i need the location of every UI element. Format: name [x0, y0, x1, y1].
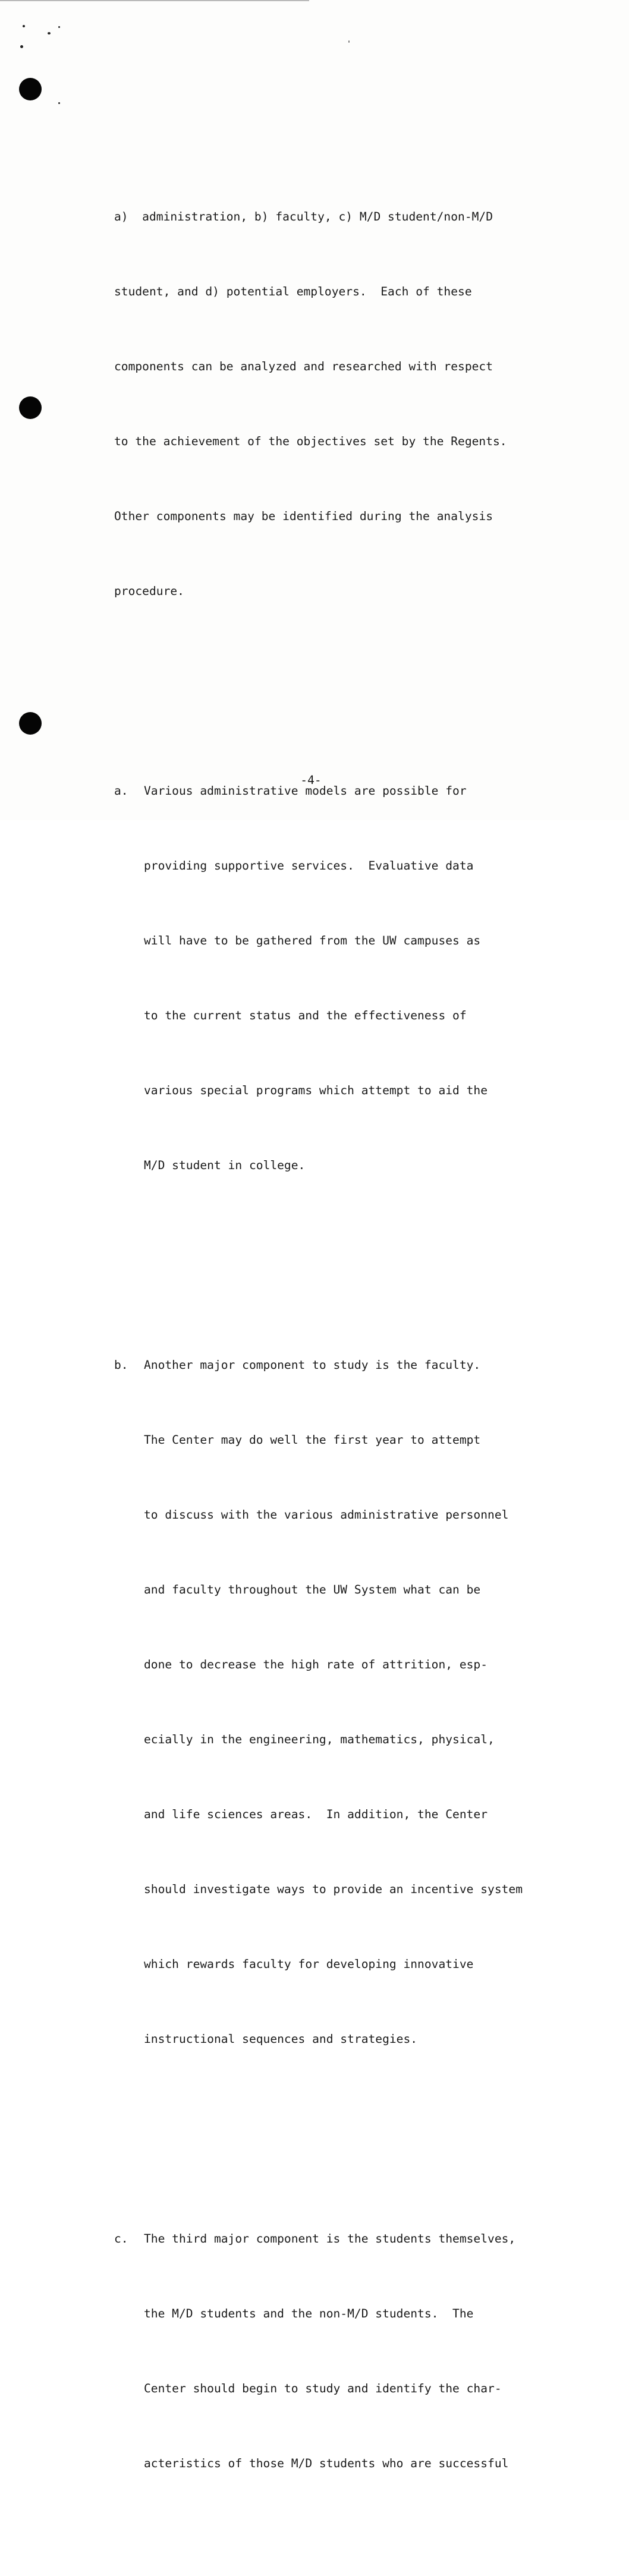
item-line: The third major component is the students themselves,	[144, 2232, 516, 2246]
item-line: Center should begin to study and identify the char-	[144, 2382, 502, 2395]
item-line: to discuss with the various administrative personnel	[144, 1508, 509, 1522]
intro-line: to the achievement of the objectives set by the Regents.	[114, 434, 507, 448]
item-line: the M/D students and the non-M/D students. The	[144, 2307, 474, 2320]
item-line: instructional sequences and strategies.	[144, 2032, 418, 2046]
item-marker: c.	[114, 2232, 128, 2246]
intro-line: student, and d) potential employers. Each of these	[114, 285, 472, 298]
item-line: which rewards faculty for developing innovative	[144, 1957, 474, 1971]
item-line: Various administrative models are possible for	[144, 784, 467, 798]
item-line: Another major component to study is the faculty.	[144, 1358, 481, 1372]
item-line: done to decrease the high rate of attrition, esp-	[144, 1658, 488, 1671]
item-line: to the current status and the effectiveness of	[144, 1009, 467, 1022]
item-line: will have to be gathered from the UW campuses as	[144, 934, 481, 947]
intro-line: procedure.	[114, 584, 184, 598]
item-marker: b.	[114, 1358, 128, 1372]
body-text	[114, 105, 566, 2576]
item-marker: a.	[114, 784, 128, 798]
item-line: ecially in the engineering, mathematics, physical,	[144, 1733, 495, 1746]
item-line: and life sciences areas. In addition, the Center	[144, 1807, 488, 1821]
punch-hole-bottom	[19, 712, 42, 735]
scan-speck	[58, 102, 60, 104]
punch-hole-middle	[19, 396, 42, 419]
scan-speck	[23, 25, 25, 27]
scan-speck	[20, 45, 23, 48]
item-line: The Center may do well the first year to attempt	[144, 1433, 481, 1447]
scan-speck	[58, 26, 60, 28]
intro-line: Other components may be identified during the analysis	[114, 509, 493, 523]
item-line: should investigate ways to provide an incentive system	[144, 1882, 523, 1896]
item-line: M/D student in college.	[144, 1158, 306, 1172]
list-item-a	[114, 729, 566, 1228]
item-line: and faculty throughout the UW System what can be	[144, 1583, 481, 1596]
intro-line: a) administration, b) faculty, c) M/D student/non-M/D	[114, 210, 493, 223]
scan-speck	[48, 32, 51, 34]
page-number	[0, 768, 629, 793]
intro-line: components can be analyzed and researched with respect	[114, 360, 493, 373]
punch-hole-top	[19, 78, 42, 100]
page-number-text: -4-	[300, 773, 322, 787]
item-line: various special programs which attempt to aid the	[144, 1084, 488, 1097]
item-line: providing supportive services. Evaluative data	[144, 859, 474, 873]
item-line: acteristics of those M/D students who are successful	[144, 2457, 509, 2470]
list-item-c	[114, 2177, 566, 2526]
intro-paragraph	[114, 155, 566, 654]
scan-top-edge	[0, 0, 309, 1]
list-item-b	[114, 1303, 566, 2102]
scan-speck	[348, 40, 350, 43]
